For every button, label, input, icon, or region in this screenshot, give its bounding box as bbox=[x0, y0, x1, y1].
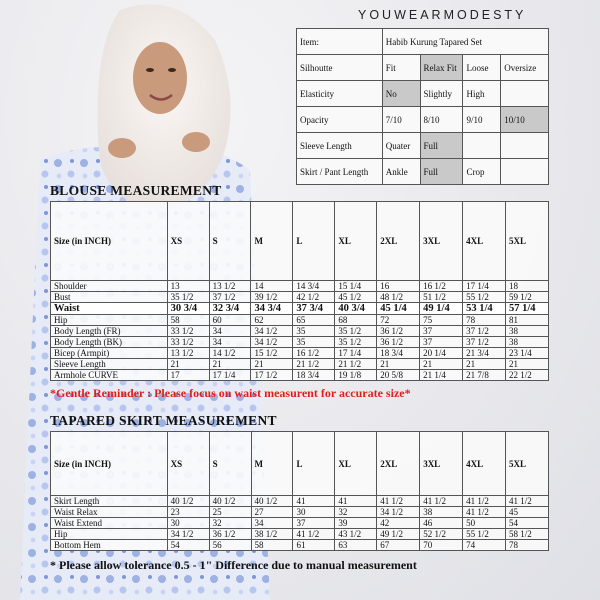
info-cell: Crop bbox=[463, 159, 501, 185]
table-row bbox=[51, 507, 549, 518]
value-cell: 48 1/2 bbox=[377, 292, 420, 303]
value-cell: 32 bbox=[209, 518, 251, 529]
value-cell: 17 1/4 bbox=[209, 370, 251, 381]
header-cell: 4XL bbox=[463, 432, 506, 496]
value-cell: 38 bbox=[506, 337, 549, 348]
value-cell: 58 bbox=[167, 315, 209, 326]
value-cell: 58 1/2 bbox=[506, 529, 549, 540]
row-label-cell: Armhole CURVE bbox=[51, 370, 168, 381]
info-cell: Oversize bbox=[501, 55, 549, 81]
table-row bbox=[51, 540, 549, 551]
info-cell: Silhoutte bbox=[297, 55, 383, 81]
row-label-cell: Body Length (BK) bbox=[51, 337, 168, 348]
value-cell: 33 1/2 bbox=[167, 337, 209, 348]
header-row bbox=[51, 432, 549, 496]
table-row bbox=[51, 359, 549, 370]
value-cell: 50 bbox=[463, 518, 506, 529]
value-cell: 32 bbox=[335, 507, 377, 518]
value-cell: 14 1/2 bbox=[209, 348, 251, 359]
value-cell: 78 bbox=[506, 540, 549, 551]
value-cell: 49 1/4 bbox=[420, 303, 463, 315]
header-cell: L bbox=[293, 202, 335, 281]
info-row-sleeve bbox=[297, 133, 549, 159]
table-row bbox=[51, 348, 549, 359]
value-cell: 17 bbox=[167, 370, 209, 381]
value-cell: 14 bbox=[251, 281, 293, 292]
value-cell: 33 1/2 bbox=[167, 326, 209, 337]
header-cell: 2XL bbox=[377, 432, 420, 496]
value-cell: 41 1/2 bbox=[463, 496, 506, 507]
row-label-cell: Hip bbox=[51, 529, 168, 540]
info-cell-selected: Full bbox=[420, 133, 463, 159]
value-cell: 68 bbox=[335, 315, 377, 326]
header-cell: S bbox=[209, 432, 251, 496]
value-cell: 21 bbox=[506, 359, 549, 370]
info-cell-selected: Relax Fit bbox=[420, 55, 463, 81]
brand-logo: YOUWEARMODESTY bbox=[358, 8, 527, 22]
row-label-cell: Waist bbox=[51, 303, 168, 315]
info-cell-selected: 10/10 bbox=[501, 107, 549, 133]
value-cell: 59 1/2 bbox=[506, 292, 549, 303]
value-cell: 21 bbox=[377, 359, 420, 370]
value-cell: 23 bbox=[167, 507, 209, 518]
value-cell: 37 1/2 bbox=[209, 292, 251, 303]
header-cell: 5XL bbox=[506, 202, 549, 281]
value-cell: 56 bbox=[209, 540, 251, 551]
info-cell bbox=[501, 81, 549, 107]
info-cell-selected: Full bbox=[420, 159, 463, 185]
value-cell: 30 bbox=[293, 507, 335, 518]
value-cell: 57 1/4 bbox=[506, 303, 549, 315]
value-cell: 60 bbox=[209, 315, 251, 326]
value-cell: 62 bbox=[251, 315, 293, 326]
table-row bbox=[51, 518, 549, 529]
row-label-cell: Bottom Hem bbox=[51, 540, 168, 551]
info-cell: Opacity bbox=[297, 107, 383, 133]
header-cell: Size (in INCH) bbox=[51, 202, 168, 281]
value-cell: 20 5/8 bbox=[377, 370, 420, 381]
value-cell: 13 1/2 bbox=[209, 281, 251, 292]
row-label-cell: Body Length (FR) bbox=[51, 326, 168, 337]
value-cell: 37 1/2 bbox=[463, 337, 506, 348]
value-cell: 39 bbox=[335, 518, 377, 529]
header-cell: M bbox=[251, 432, 293, 496]
value-cell: 54 bbox=[167, 540, 209, 551]
waist-reminder: *Gentle Reminder : Please focus on waist measurent for accurate size* bbox=[50, 386, 411, 400]
value-cell: 35 1/2 bbox=[167, 292, 209, 303]
value-cell: 39 1/2 bbox=[251, 292, 293, 303]
info-cell: Ankle bbox=[382, 159, 420, 185]
value-cell: 37 bbox=[293, 518, 335, 529]
row-label-cell: Bicep (Armpit) bbox=[51, 348, 168, 359]
value-cell: 38 bbox=[506, 326, 549, 337]
value-cell: 15 1/4 bbox=[335, 281, 377, 292]
value-cell: 41 1/2 bbox=[377, 496, 420, 507]
value-cell: 40 3/4 bbox=[335, 303, 377, 315]
value-cell: 16 1/2 bbox=[293, 348, 335, 359]
header-cell: L bbox=[293, 432, 335, 496]
value-cell: 70 bbox=[420, 540, 463, 551]
row-label-cell: Waist Extend bbox=[51, 518, 168, 529]
header-row bbox=[51, 202, 549, 281]
info-row-item bbox=[297, 29, 549, 55]
info-cell: Slightly bbox=[420, 81, 463, 107]
value-cell: 34 3/4 bbox=[251, 303, 293, 315]
table-row bbox=[51, 326, 549, 337]
value-cell: 17 1/4 bbox=[335, 348, 377, 359]
table-row bbox=[51, 292, 549, 303]
value-cell: 41 1/2 bbox=[293, 529, 335, 540]
value-cell: 25 bbox=[209, 507, 251, 518]
value-cell: 35 1/2 bbox=[335, 337, 377, 348]
value-cell: 32 3/4 bbox=[209, 303, 251, 315]
value-cell: 16 1/2 bbox=[420, 281, 463, 292]
table-row bbox=[51, 315, 549, 326]
header-cell: 2XL bbox=[377, 202, 420, 281]
value-cell: 61 bbox=[293, 540, 335, 551]
value-cell: 21 7/8 bbox=[463, 370, 506, 381]
table-row bbox=[51, 370, 549, 381]
info-cell: 9/10 bbox=[463, 107, 501, 133]
info-cell: Sleeve Length bbox=[297, 133, 383, 159]
value-cell: 34 1/2 bbox=[251, 337, 293, 348]
header-cell: M bbox=[251, 202, 293, 281]
table-row bbox=[51, 281, 549, 292]
value-cell: 27 bbox=[251, 507, 293, 518]
table-row bbox=[51, 337, 549, 348]
value-cell: 21 bbox=[209, 359, 251, 370]
value-cell: 15 1/2 bbox=[251, 348, 293, 359]
value-cell: 34 1/2 bbox=[167, 529, 209, 540]
value-cell: 35 bbox=[293, 326, 335, 337]
value-cell: 41 1/2 bbox=[463, 507, 506, 518]
info-cell: 7/10 bbox=[382, 107, 420, 133]
value-cell: 18 3/4 bbox=[377, 348, 420, 359]
value-cell: 30 bbox=[167, 518, 209, 529]
value-cell: 41 bbox=[335, 496, 377, 507]
value-cell: 42 bbox=[377, 518, 420, 529]
row-label-cell: Shoulder bbox=[51, 281, 168, 292]
info-row-elasticity bbox=[297, 81, 549, 107]
value-cell: 17 1/2 bbox=[251, 370, 293, 381]
row-label-cell: Sleeve Length bbox=[51, 359, 168, 370]
value-cell: 37 3/4 bbox=[293, 303, 335, 315]
info-cell: Fit bbox=[382, 55, 420, 81]
table-row bbox=[51, 303, 549, 315]
value-cell: 53 1/4 bbox=[463, 303, 506, 315]
info-cell: Item: bbox=[297, 29, 383, 55]
info-cell bbox=[501, 133, 549, 159]
value-cell: 18 bbox=[506, 281, 549, 292]
value-cell: 37 1/2 bbox=[463, 326, 506, 337]
header-cell: XL bbox=[335, 202, 377, 281]
value-cell: 51 1/2 bbox=[420, 292, 463, 303]
info-row-silhouette bbox=[297, 55, 549, 81]
info-cell: High bbox=[463, 81, 501, 107]
value-cell: 21 bbox=[251, 359, 293, 370]
value-cell: 36 1/2 bbox=[377, 337, 420, 348]
value-cell: 37 bbox=[420, 326, 463, 337]
info-row-opacity bbox=[297, 107, 549, 133]
info-cell: Habib Kurung Tapared Set bbox=[382, 29, 548, 55]
value-cell: 65 bbox=[293, 315, 335, 326]
value-cell: 36 1/2 bbox=[209, 529, 251, 540]
value-cell: 63 bbox=[335, 540, 377, 551]
blouse-measurement-table bbox=[50, 201, 549, 381]
info-cell: Elasticity bbox=[297, 81, 383, 107]
header-cell: Size (in INCH) bbox=[51, 432, 168, 496]
value-cell: 45 bbox=[506, 507, 549, 518]
value-cell: 21 3/4 bbox=[463, 348, 506, 359]
value-cell: 55 1/2 bbox=[463, 292, 506, 303]
value-cell: 35 1/2 bbox=[335, 326, 377, 337]
value-cell: 37 bbox=[420, 337, 463, 348]
skirt-title: TAPARED SKIRT MEASUREMENT bbox=[50, 413, 277, 428]
row-label-cell: Skirt Length bbox=[51, 496, 168, 507]
value-cell: 17 1/4 bbox=[463, 281, 506, 292]
value-cell: 14 3/4 bbox=[293, 281, 335, 292]
info-cell bbox=[463, 133, 501, 159]
row-label-cell: Waist Relax bbox=[51, 507, 168, 518]
value-cell: 21 bbox=[463, 359, 506, 370]
value-cell: 45 1/4 bbox=[377, 303, 420, 315]
value-cell: 40 1/2 bbox=[167, 496, 209, 507]
row-label-cell: Bust bbox=[51, 292, 168, 303]
info-cell: Skirt / Pant Length bbox=[297, 159, 383, 185]
info-row-length bbox=[297, 159, 549, 185]
header-cell: 4XL bbox=[463, 202, 506, 281]
value-cell: 23 1/4 bbox=[506, 348, 549, 359]
value-cell: 34 bbox=[209, 337, 251, 348]
value-cell: 34 1/2 bbox=[251, 326, 293, 337]
value-cell: 41 1/2 bbox=[506, 496, 549, 507]
value-cell: 21 bbox=[420, 359, 463, 370]
skirt-measurement-table bbox=[50, 431, 549, 551]
value-cell: 30 3/4 bbox=[167, 303, 209, 315]
value-cell: 18 3/4 bbox=[293, 370, 335, 381]
value-cell: 35 bbox=[293, 337, 335, 348]
value-cell: 13 1/2 bbox=[167, 348, 209, 359]
header-cell: XS bbox=[167, 432, 209, 496]
value-cell: 21 1/2 bbox=[335, 359, 377, 370]
header-cell: 5XL bbox=[506, 432, 549, 496]
value-cell: 67 bbox=[377, 540, 420, 551]
value-cell: 42 1/2 bbox=[293, 292, 335, 303]
info-cell: 8/10 bbox=[420, 107, 463, 133]
value-cell: 20 1/4 bbox=[420, 348, 463, 359]
value-cell: 21 bbox=[167, 359, 209, 370]
product-info-table bbox=[296, 28, 549, 185]
value-cell: 16 bbox=[377, 281, 420, 292]
info-cell-selected: No bbox=[382, 81, 420, 107]
value-cell: 34 bbox=[209, 326, 251, 337]
header-cell: XL bbox=[335, 432, 377, 496]
value-cell: 41 bbox=[293, 496, 335, 507]
value-cell: 40 1/2 bbox=[209, 496, 251, 507]
value-cell: 38 1/2 bbox=[251, 529, 293, 540]
value-cell: 21 1/4 bbox=[420, 370, 463, 381]
value-cell: 38 bbox=[420, 507, 463, 518]
value-cell: 41 1/2 bbox=[420, 496, 463, 507]
value-cell: 46 bbox=[420, 518, 463, 529]
value-cell: 55 1/2 bbox=[463, 529, 506, 540]
header-cell: XS bbox=[167, 202, 209, 281]
table-row bbox=[51, 496, 549, 507]
header-cell: S bbox=[209, 202, 251, 281]
header-cell: 3XL bbox=[420, 432, 463, 496]
table-row bbox=[51, 529, 549, 540]
value-cell: 78 bbox=[463, 315, 506, 326]
info-cell: Loose bbox=[463, 55, 501, 81]
value-cell: 34 bbox=[251, 518, 293, 529]
value-cell: 58 bbox=[251, 540, 293, 551]
value-cell: 45 1/2 bbox=[335, 292, 377, 303]
row-label-cell: Hip bbox=[51, 315, 168, 326]
value-cell: 22 1/2 bbox=[506, 370, 549, 381]
blouse-title: BLOUSE MEASUREMENT bbox=[50, 183, 222, 198]
value-cell: 19 1/8 bbox=[335, 370, 377, 381]
tolerance-footnote: * Please allow tolerance 0.5 - 1" Difference due to manual measurement bbox=[50, 558, 417, 572]
info-cell: Quater bbox=[382, 133, 420, 159]
value-cell: 40 1/2 bbox=[251, 496, 293, 507]
value-cell: 52 1/2 bbox=[420, 529, 463, 540]
value-cell: 75 bbox=[420, 315, 463, 326]
value-cell: 34 1/2 bbox=[377, 507, 420, 518]
value-cell: 54 bbox=[506, 518, 549, 529]
value-cell: 43 1/2 bbox=[335, 529, 377, 540]
value-cell: 74 bbox=[463, 540, 506, 551]
value-cell: 49 1/2 bbox=[377, 529, 420, 540]
info-cell bbox=[501, 159, 549, 185]
value-cell: 36 1/2 bbox=[377, 326, 420, 337]
value-cell: 81 bbox=[506, 315, 549, 326]
value-cell: 72 bbox=[377, 315, 420, 326]
value-cell: 13 bbox=[167, 281, 209, 292]
header-cell: 3XL bbox=[420, 202, 463, 281]
value-cell: 21 1/2 bbox=[293, 359, 335, 370]
